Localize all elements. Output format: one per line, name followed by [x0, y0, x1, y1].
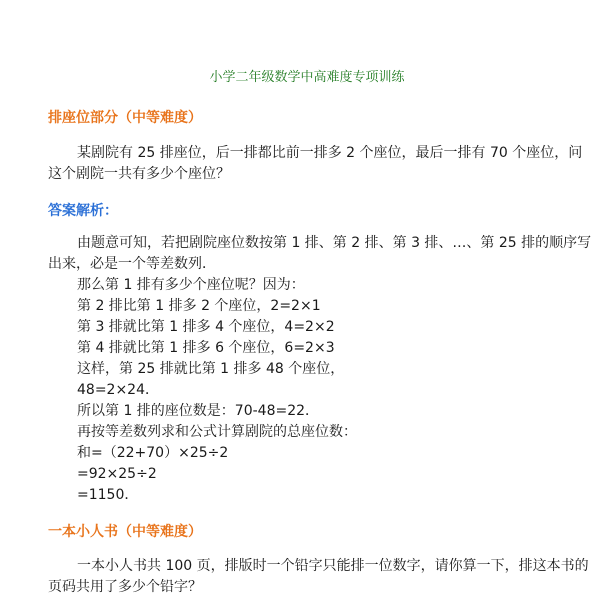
answer-line: 和=（22+70）×25÷2 [77, 445, 229, 461]
answer-line: 那么第 1 排有多少个座位呢？因为： [77, 277, 305, 293]
answer-line: 第 4 排就比第 1 排多 6 个座位，6=2×3 [77, 340, 335, 356]
booklet-question: 一本小人书共 100 页，排版时一个铅字只能排一位数字，请你算一下，排这本书的页码共用了多少个铅字？ [48, 558, 589, 595]
answer-line: =92×25÷2 [77, 466, 157, 482]
answer-line: 第 2 排比第 1 排多 2 个座位，2=2×1 [77, 298, 321, 314]
answer-line: 第 3 排就比第 1 排多 4 个座位，4=2×2 [77, 319, 335, 335]
section-heading-booklet: 一本小人书（中等难度） [48, 524, 202, 540]
seating-question: 某剧院有 25 排座位，后一排都比前一排多 2 个座位，最后一排有 70 个座位，问这个剧院一共有多少个座位？ [48, 145, 583, 182]
answer-line: 所以第 1 排的座位数是：70-48=22． [77, 403, 320, 419]
document-title: 小学二年级数学中高难度专项训练 [209, 70, 405, 85]
answer-line: 再按等差数列求和公式计算剧院的总座位数： [77, 424, 357, 440]
answer-heading: 答案解析： [48, 203, 118, 219]
section-heading-seating: 排座位部分（中等难度） [48, 110, 202, 126]
answer-line: 这样，第 25 排就比第 1 排多 48 个座位， [77, 361, 345, 377]
answer-intro: 由题意可知，若把剧院座位数按第 1 排、第 2 排、第 3 排、…、第 25 排的顺序写出来，必是一个等差数列． [48, 235, 592, 272]
answer-line: =1150． [77, 487, 139, 503]
answer-line: 48=2×24． [77, 382, 159, 398]
